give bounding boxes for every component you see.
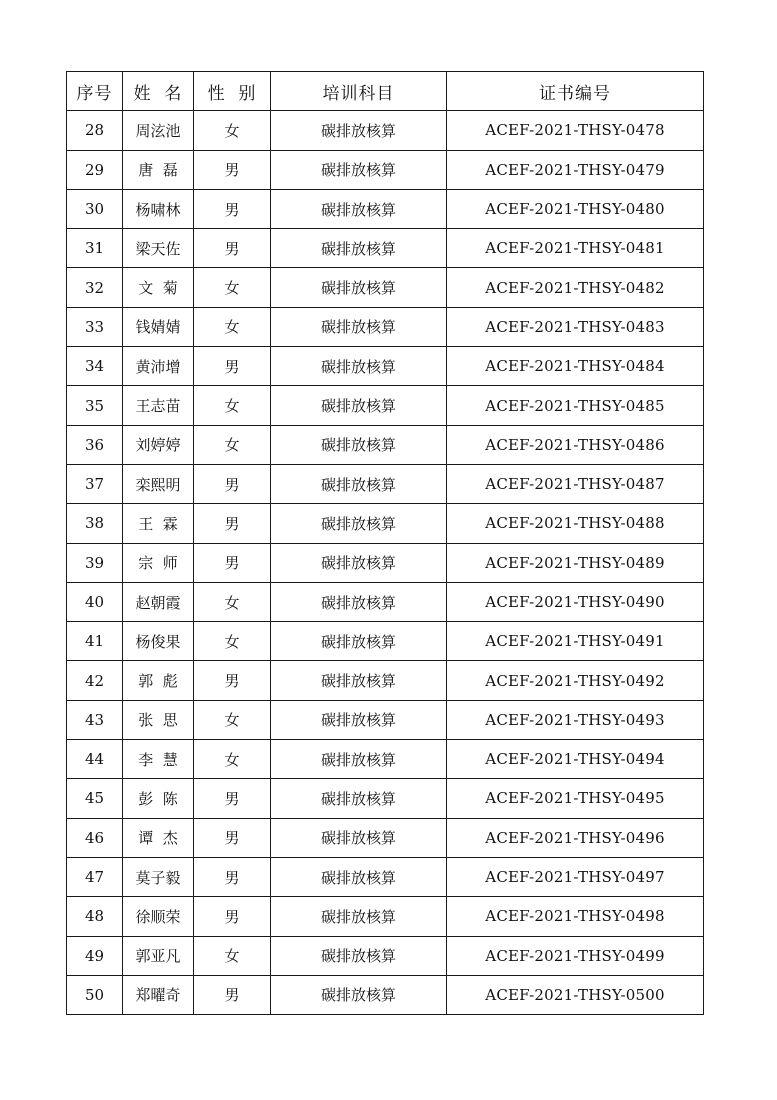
cell-no: 44 [67,740,123,779]
cell-no: 42 [67,661,123,700]
cell-no: 40 [67,582,123,621]
cell-no: 38 [67,504,123,543]
cell-name: 杨俊果 [123,622,194,661]
cell-subject: 碳排放核算 [271,936,447,975]
table-row [67,779,704,818]
cell-no: 29 [67,150,123,189]
cell-cert: ACEF-2021-THSY-0492 [447,661,704,700]
cell-gender: 女 [194,740,271,779]
cell-no: 45 [67,779,123,818]
cell-gender: 女 [194,268,271,307]
cell-gender: 男 [194,347,271,386]
cell-gender: 男 [194,779,271,818]
table-row [67,818,704,857]
cell-gender: 女 [194,307,271,346]
header-gender: 性 别 [194,72,271,111]
cell-gender: 男 [194,818,271,857]
cell-cert: ACEF-2021-THSY-0489 [447,543,704,582]
cell-cert: ACEF-2021-THSY-0496 [447,818,704,857]
cell-cert: ACEF-2021-THSY-0494 [447,740,704,779]
cell-gender: 女 [194,936,271,975]
cell-subject: 碳排放核算 [271,700,447,739]
cell-gender: 女 [194,111,271,150]
cell-name: 钱婧婧 [123,307,194,346]
cell-gender: 女 [194,425,271,464]
cell-no: 32 [67,268,123,307]
cell-no: 46 [67,818,123,857]
table-row [67,661,704,700]
cell-gender: 男 [194,229,271,268]
roster-body [67,111,704,1015]
cell-name: 李 慧 [123,740,194,779]
cell-subject: 碳排放核算 [271,582,447,621]
certificate-roster-sheet [66,71,703,1015]
cell-no: 41 [67,622,123,661]
cell-subject: 碳排放核算 [271,425,447,464]
cell-subject: 碳排放核算 [271,661,447,700]
cell-name: 黄沛增 [123,347,194,386]
cell-gender: 男 [194,975,271,1014]
cell-no: 48 [67,897,123,936]
cell-no: 50 [67,975,123,1014]
table-row [67,150,704,189]
cell-name: 郭亚凡 [123,936,194,975]
cell-subject: 碳排放核算 [271,111,447,150]
cell-no: 34 [67,347,123,386]
cell-subject: 碳排放核算 [271,268,447,307]
cell-cert: ACEF-2021-THSY-0498 [447,897,704,936]
cell-subject: 碳排放核算 [271,189,447,228]
cell-name: 周泫池 [123,111,194,150]
cell-cert: ACEF-2021-THSY-0480 [447,189,704,228]
cell-cert: ACEF-2021-THSY-0478 [447,111,704,150]
cell-name: 张 思 [123,700,194,739]
table-row [67,504,704,543]
cell-no: 30 [67,189,123,228]
cell-no: 49 [67,936,123,975]
cell-cert: ACEF-2021-THSY-0495 [447,779,704,818]
table-row [67,857,704,896]
cell-name: 王志苗 [123,386,194,425]
cell-name: 唐 磊 [123,150,194,189]
cell-name: 郑曜奇 [123,975,194,1014]
cell-no: 47 [67,857,123,896]
cell-subject: 碳排放核算 [271,622,447,661]
cell-name: 梁天佐 [123,229,194,268]
cell-cert: ACEF-2021-THSY-0483 [447,307,704,346]
cell-cert: ACEF-2021-THSY-0500 [447,975,704,1014]
table-row [67,936,704,975]
cell-subject: 碳排放核算 [271,307,447,346]
cell-subject: 碳排放核算 [271,504,447,543]
cell-subject: 碳排放核算 [271,464,447,503]
table-row [67,622,704,661]
cell-no: 36 [67,425,123,464]
cell-cert: ACEF-2021-THSY-0482 [447,268,704,307]
table-row [67,582,704,621]
cell-no: 33 [67,307,123,346]
header-cert: 证书编号 [447,72,704,111]
cell-name: 栾熙明 [123,464,194,503]
cell-gender: 男 [194,504,271,543]
cell-gender: 男 [194,661,271,700]
cell-cert: ACEF-2021-THSY-0486 [447,425,704,464]
table-row [67,268,704,307]
cell-name: 郭 彪 [123,661,194,700]
cell-no: 28 [67,111,123,150]
cell-subject: 碳排放核算 [271,150,447,189]
cell-no: 31 [67,229,123,268]
table-row [67,111,704,150]
cell-cert: ACEF-2021-THSY-0481 [447,229,704,268]
header-no: 序号 [67,72,123,111]
table-row [67,307,704,346]
cell-subject: 碳排放核算 [271,818,447,857]
cell-cert: ACEF-2021-THSY-0487 [447,464,704,503]
cell-subject: 碳排放核算 [271,347,447,386]
cell-name: 王 霖 [123,504,194,543]
cell-gender: 女 [194,622,271,661]
cell-cert: ACEF-2021-THSY-0493 [447,700,704,739]
table-row [67,425,704,464]
table-row [67,975,704,1014]
table-row [67,897,704,936]
cell-cert: ACEF-2021-THSY-0484 [447,347,704,386]
header-row [67,72,704,111]
cell-cert: ACEF-2021-THSY-0488 [447,504,704,543]
cell-name: 文 菊 [123,268,194,307]
header-name: 姓 名 [123,72,194,111]
table-row [67,464,704,503]
cell-no: 39 [67,543,123,582]
cell-gender: 男 [194,897,271,936]
table-row [67,229,704,268]
certificate-roster-table [66,71,704,1015]
table-row [67,543,704,582]
cell-gender: 女 [194,582,271,621]
table-row [67,347,704,386]
cell-cert: ACEF-2021-THSY-0499 [447,936,704,975]
cell-gender: 女 [194,700,271,739]
cell-name: 杨啸林 [123,189,194,228]
cell-name: 刘婷婷 [123,425,194,464]
table-row [67,189,704,228]
cell-name: 谭 杰 [123,818,194,857]
cell-cert: ACEF-2021-THSY-0497 [447,857,704,896]
cell-gender: 女 [194,386,271,425]
cell-no: 37 [67,464,123,503]
cell-subject: 碳排放核算 [271,386,447,425]
table-row [67,740,704,779]
cell-no: 43 [67,700,123,739]
cell-gender: 男 [194,150,271,189]
cell-gender: 男 [194,189,271,228]
cell-subject: 碳排放核算 [271,543,447,582]
cell-subject: 碳排放核算 [271,897,447,936]
table-row [67,700,704,739]
cell-name: 彭 陈 [123,779,194,818]
cell-no: 35 [67,386,123,425]
cell-subject: 碳排放核算 [271,975,447,1014]
cell-subject: 碳排放核算 [271,779,447,818]
cell-name: 莫子毅 [123,857,194,896]
cell-subject: 碳排放核算 [271,229,447,268]
cell-name: 赵朝霞 [123,582,194,621]
cell-name: 徐顺荣 [123,897,194,936]
cell-gender: 男 [194,857,271,896]
cell-gender: 男 [194,464,271,503]
table-row [67,386,704,425]
cell-name: 宗 师 [123,543,194,582]
header-subject: 培训科目 [271,72,447,111]
cell-subject: 碳排放核算 [271,740,447,779]
cell-gender: 男 [194,543,271,582]
cell-cert: ACEF-2021-THSY-0479 [447,150,704,189]
cell-subject: 碳排放核算 [271,857,447,896]
cell-cert: ACEF-2021-THSY-0491 [447,622,704,661]
cell-cert: ACEF-2021-THSY-0490 [447,582,704,621]
cell-cert: ACEF-2021-THSY-0485 [447,386,704,425]
